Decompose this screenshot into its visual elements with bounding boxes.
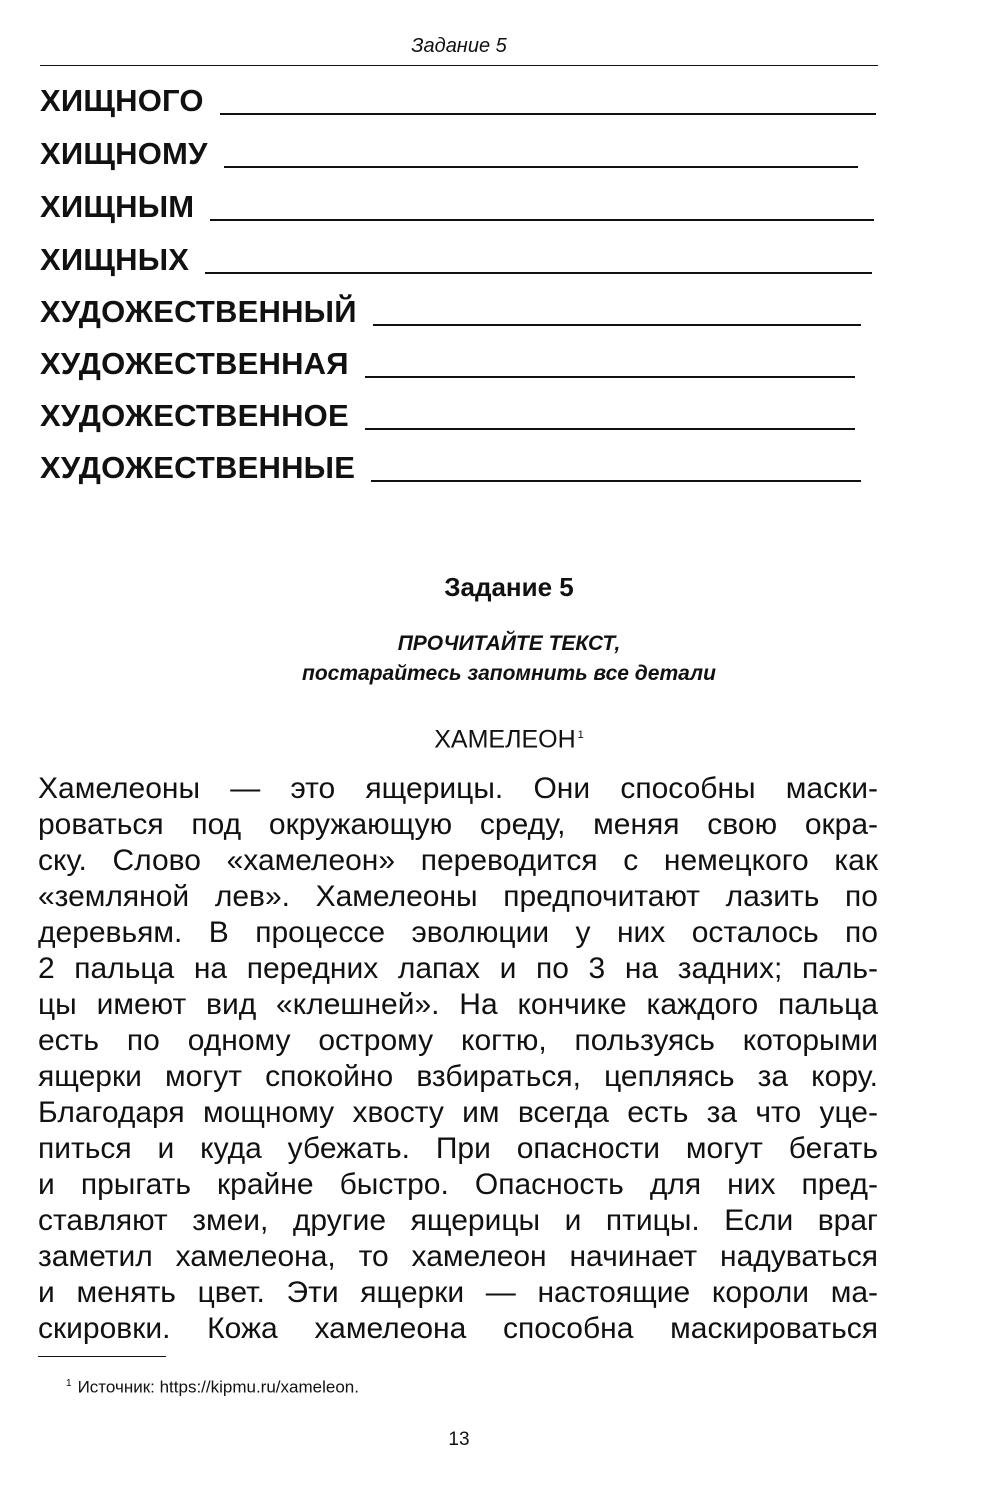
body-text-line: ску. Слово «хамелеон» переводится с немецкого как	[38, 844, 878, 877]
answer-blank[interactable]	[373, 293, 861, 326]
answer-blank[interactable]	[205, 241, 872, 274]
answer-blank[interactable]	[220, 82, 876, 115]
body-text-line: и прыгать крайне быстро. Опасность для них пред-	[38, 1168, 878, 1201]
word-row	[40, 446, 861, 488]
body-text-line: ставляют змеи, другие ящерицы и птицы. Если враг	[38, 1204, 878, 1237]
instruction-line: ПРОЧИТАЙТЕ ТЕКСТ,	[397, 632, 621, 655]
footnote-number: 1	[66, 1378, 72, 1389]
word-label: ХИЩНЫМ	[40, 189, 195, 224]
word-row	[40, 79, 876, 121]
body-text-line: Хамелеоны — это ящерицы. Они способны маски-	[38, 772, 878, 805]
footnote-text: Источник: https://kipmu.ru/xameleon.	[77, 1377, 359, 1397]
body-text-line: «земляной лев». Хамелеоны предпочитают лазить по	[38, 880, 878, 913]
word-label: ХИЩНЫХ	[40, 242, 190, 277]
word-row	[40, 132, 858, 174]
text-title-label: ХАМЕЛЕОН	[434, 725, 576, 754]
running-head: Задание 5	[411, 35, 507, 57]
answer-blank[interactable]	[365, 397, 855, 430]
body-text-line: деревьям. В процессе эволюции у них осталось по	[38, 916, 878, 949]
word-label: ХИЩНОМУ	[40, 136, 208, 171]
word-row	[40, 342, 855, 384]
body-text-line: скировки. Кожа хамелеона способна маскироваться	[38, 1312, 878, 1345]
footnote-mark: 1	[577, 729, 584, 741]
word-label: ХИЩНОГО	[40, 83, 204, 118]
body-text-line: роваться под окружающую среду, меняя свою окра-	[38, 808, 878, 841]
body-text-line: ящерки могут спокойно взбираться, цепляясь за кору.	[38, 1060, 878, 1093]
word-label: ХУДОЖЕСТВЕННЫЙ	[40, 294, 357, 329]
answer-blank[interactable]	[371, 449, 861, 482]
instruction-line: постарайтесь запомнить все детали	[302, 662, 716, 685]
body-text-line: питься и куда убежать. При опасности могут бегать	[38, 1132, 878, 1165]
body-text-line: есть по одному острому когтю, пользуясь которыми	[38, 1024, 878, 1057]
page-number: 13	[448, 1429, 470, 1450]
task-title: Задание 5	[444, 572, 574, 602]
body-text-line: заметил хамелеона, то хамелеон начинает надуваться	[38, 1240, 878, 1273]
word-row	[40, 185, 874, 227]
answer-blank[interactable]	[210, 188, 874, 221]
running-head-rule	[40, 65, 878, 66]
body-text-line: цы имеют вид «клешней». На кончике каждого пальца	[38, 988, 878, 1021]
body-text-line: 2 пальца на передних лапах и по 3 на задних; паль-	[38, 952, 878, 985]
text-title	[40, 718, 978, 756]
word-row	[40, 394, 855, 436]
answer-blank[interactable]	[365, 345, 855, 378]
answer-blank[interactable]	[224, 135, 858, 168]
word-row	[40, 290, 861, 332]
word-label: ХУДОЖЕСТВЕННАЯ	[40, 346, 349, 381]
footnote	[66, 1373, 359, 1399]
body-text-line: и менять цвет. Эти ящерки — настоящие короли ма-	[38, 1276, 878, 1309]
word-label: ХУДОЖЕСТВЕННЫЕ	[40, 450, 356, 485]
word-row	[40, 238, 872, 280]
body-text-line: Благодаря мощному хвосту им всегда есть за что уце-	[38, 1096, 878, 1129]
footnote-rule	[38, 1356, 166, 1357]
word-label: ХУДОЖЕСТВЕННОЕ	[40, 398, 349, 433]
